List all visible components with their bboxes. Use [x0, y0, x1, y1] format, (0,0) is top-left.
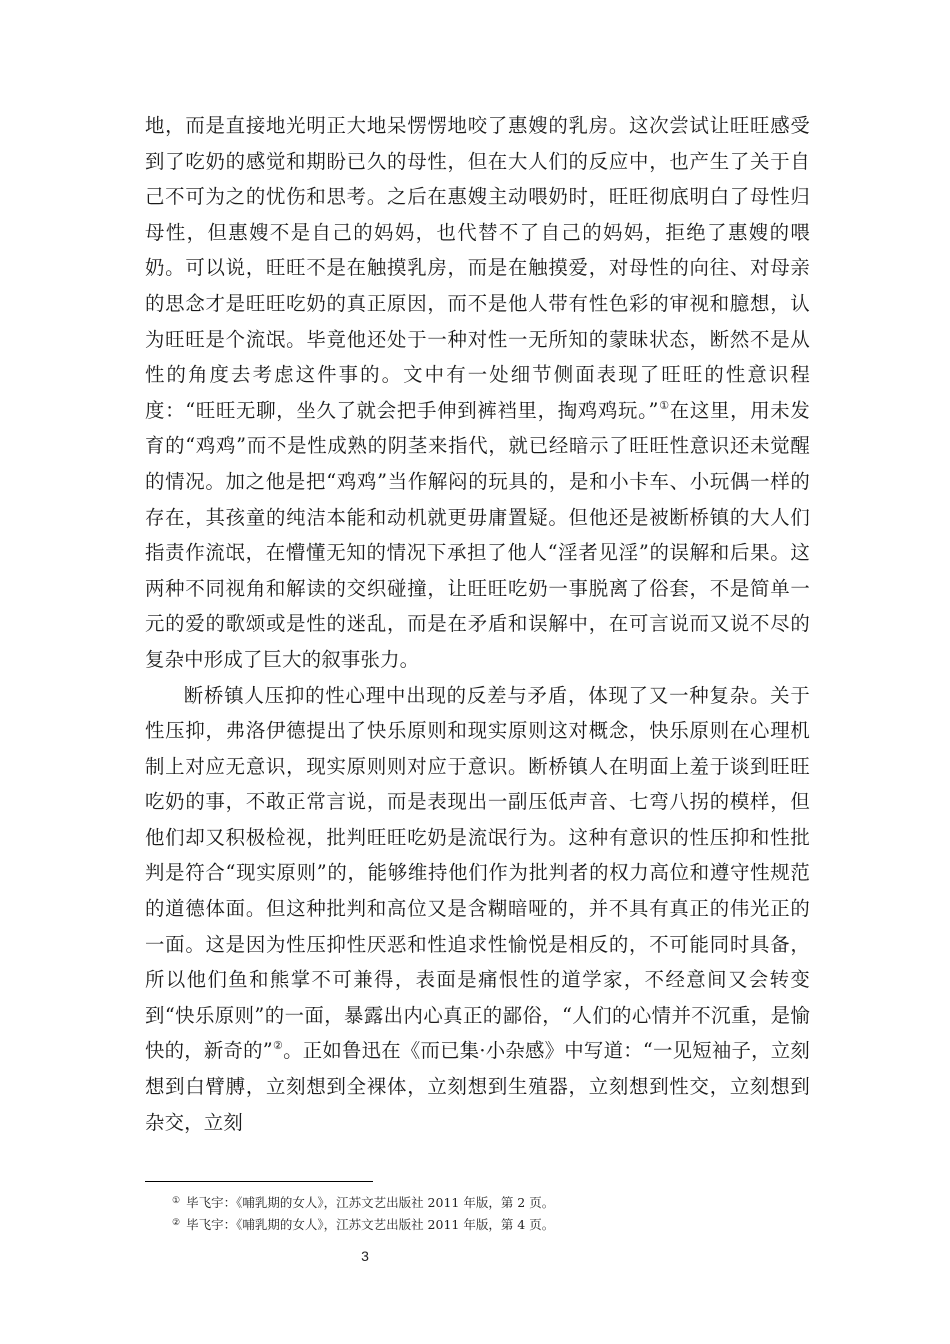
paragraph-2-text-a: 断桥镇人压抑的性心理中出现的反差与矛盾，体现了又一种复杂。关于性压抑，弗洛伊德提出了快乐原则和现实原则这对概念，快乐原则在心理机制上对应无意识，现实原则则对应于意识。断桥镇人在明面上羞于谈到旺旺吃奶的事，不敢正常言说，而是表现出一副压低声音、七弯八拐的模样，但他们却又积极检视，批判旺旺吃奶是流氓行为。这种有意识的性压抑和性批判是符合“现实原则”的，能够维持他们作为批判者的权力高位和遵守性规范的道德体面。但这种批判和高位又是含糊暗哑的，并不具有真正的伟光正的一面。这是因为性压抑性厌恶和性追求性愉悦是相反的，不可能同时具备，所以他们鱼和熊掌不可兼得，表面是痛恨性的道学家，不经意间又会转变到“快乐原则”的一面，暴露出内心真正的鄙俗，“人们的心情并不沉重，是愉快的，新奇的” — [145, 683, 810, 1063]
paragraph-1-text-a: 地，而是直接地光明正大地呆愣愣地咬了惠嫂的乳房。这次尝试让旺旺感受到了吃奶的感觉和期盼已久的母性，但在大人们的反应中，也产生了关于自己不可为之的忧伤和思考。之后在惠嫂主动喂奶时，旺旺彻底明白了母性归母性，但惠嫂不是自己的妈妈，也代替不了自己的妈妈，拒绝了惠嫂的喂奶。可以说，旺旺不是在触摸乳房，而是在触摸爱，对母性的向往、对母亲的思念才是旺旺吃奶的真正原因，而不是他人带有性色彩的审视和臆想，认为旺旺是个流氓。毕竟他还处于一种对性一无所知的蒙昧状态，断然不是从性的角度去考虑这件事的。文中有一处细节侧面表现了旺旺的性意识程度：“旺旺无聊，坐久了就会把手伸到裤裆里，掏鸡鸡玩。” — [145, 114, 810, 422]
footnote-2 — [172, 1213, 812, 1235]
paragraph-2-text-b: 。正如鲁迅在《而已集·小杂感》中写道：“一见短袖子，立刻想到白臂膊，立刻想到全裸体，立刻想到生殖器，立刻想到性交，立刻想到杂交，立刻 — [145, 1039, 810, 1134]
footnote-ref-2[interactable]: ② — [272, 1039, 284, 1053]
paragraph-1-text-b: 在这里，用未发育的“鸡鸡”而不是性成熟的阴茎来指代，就已经暗示了旺旺性意识还未觉醒的情况。加之他是把“鸡鸡”当作解闷的玩具的，是和小卡车、小玩偶一样的存在，其孩童的纯洁本能和动机就更毋庸置疑。但他还是被断桥镇的大人们指责作流氓，在懵懂无知的情况下承担了他人“淫者见淫”的误解和后果。这两种不同视角和解读的交织碰撞，让旺旺吃奶一事脱离了俗套，不是简单一元的爱的歌颂或是性的迷乱，而是在矛盾和误解中，在可言说而又说不尽的复杂中形成了巨大的叙事张力。 — [145, 398, 811, 671]
body-text — [145, 108, 810, 1140]
footnote-ref-1[interactable]: ① — [658, 398, 670, 412]
footnote-1-text: 毕飞宇：《哺乳期的女人》，江苏文艺出版社 2011 年版，第 2 页。 — [186, 1195, 555, 1210]
footnote-2-mark: ② — [172, 1218, 181, 1228]
footnote-separator — [145, 1181, 373, 1182]
paragraph-1 — [145, 108, 810, 678]
footnote-1-mark: ① — [172, 1196, 181, 1206]
page-number: 3 — [361, 1248, 369, 1264]
footnote-1 — [172, 1191, 812, 1213]
footnote-2-text: 毕飞宇：《哺乳期的女人》，江苏文艺出版社 2011 年版，第 4 页。 — [186, 1217, 555, 1232]
paragraph-2 — [145, 678, 810, 1141]
footnotes — [172, 1191, 812, 1235]
